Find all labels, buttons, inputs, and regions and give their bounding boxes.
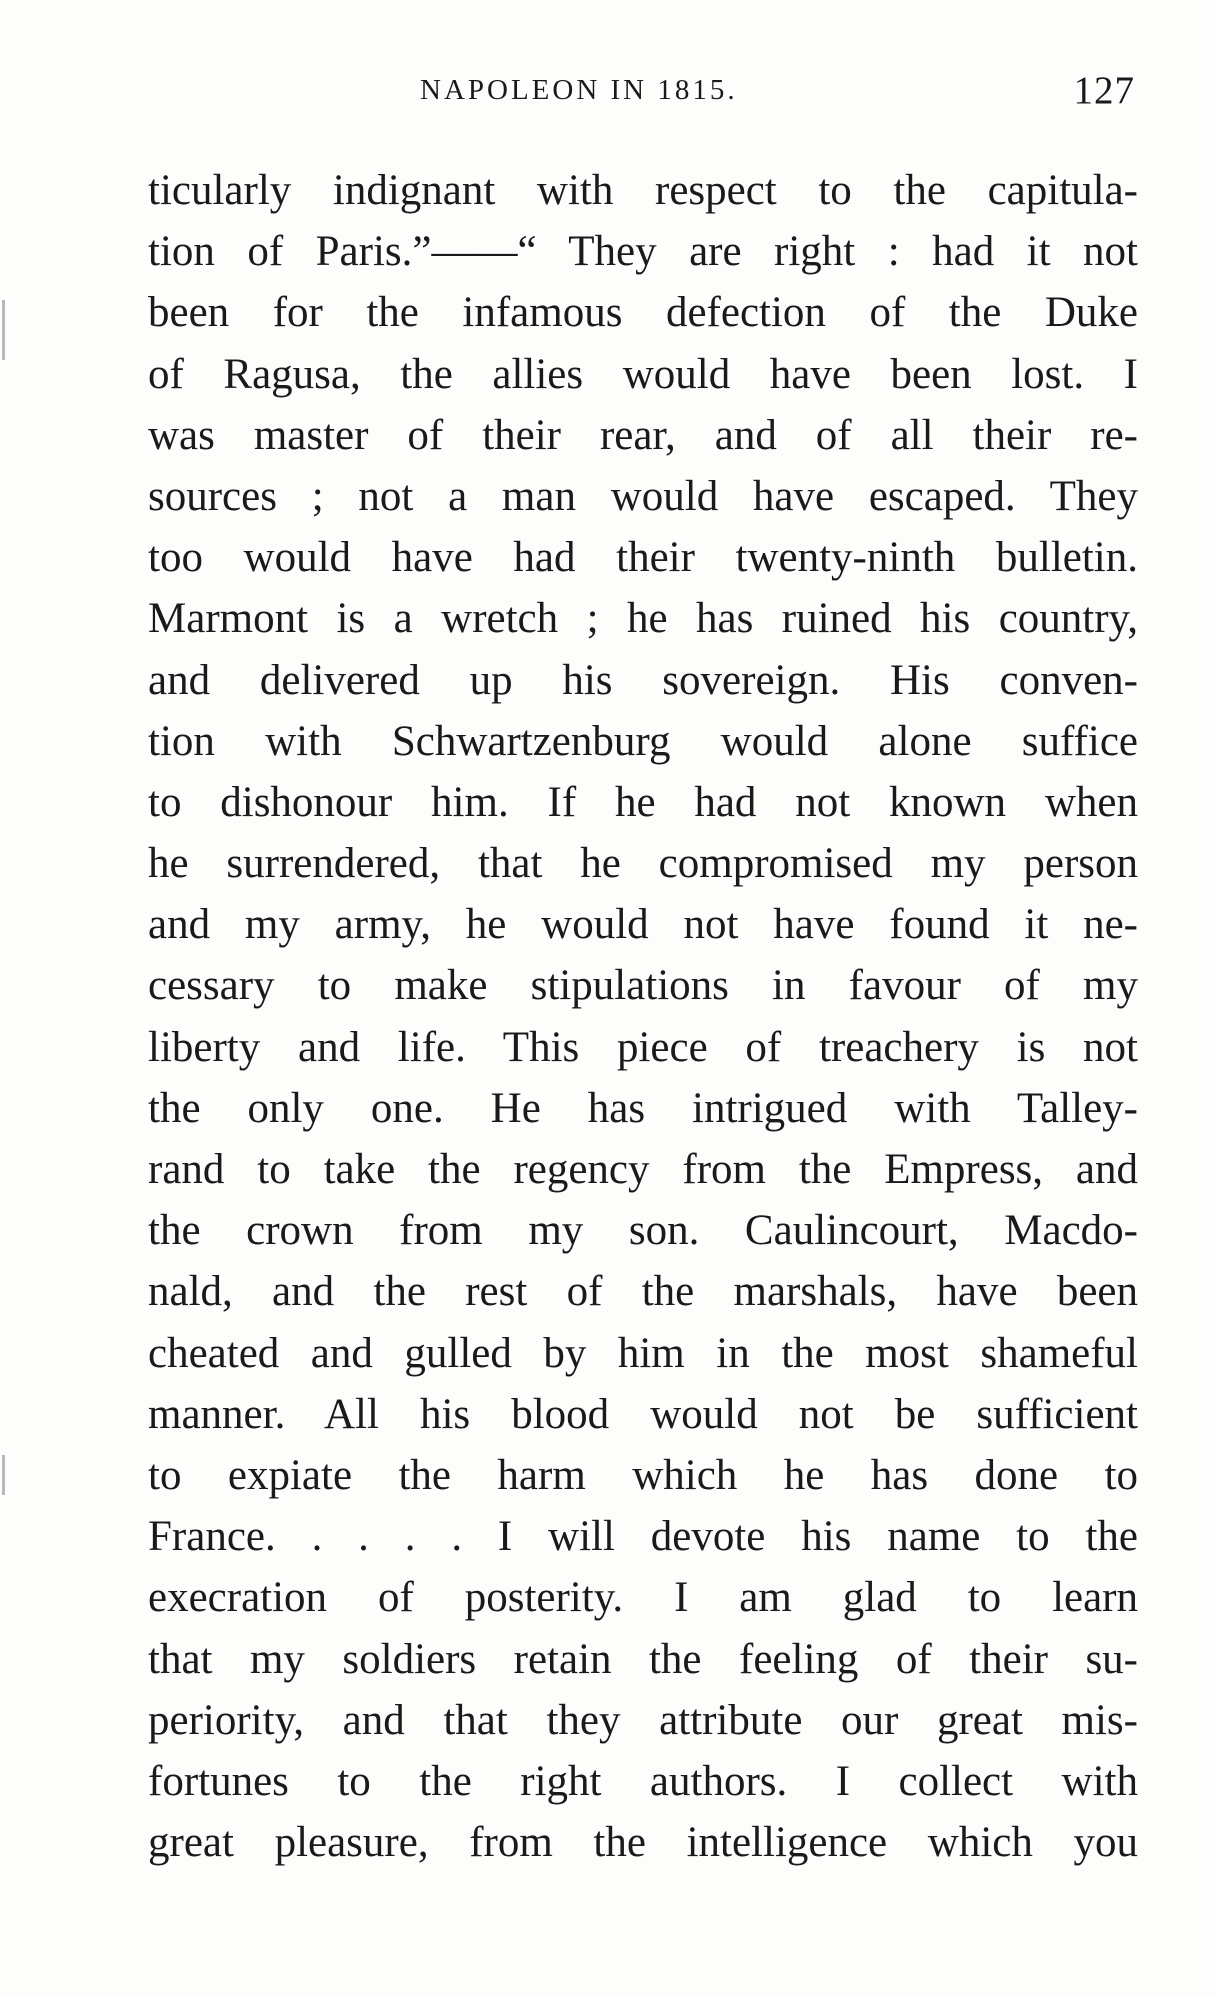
body-text — [148, 160, 1138, 1873]
text-line: periority, and that they attribute our great mis- — [148, 1696, 1138, 1744]
text-line: he surrendered, that he compromised my person — [148, 840, 1138, 888]
running-title: NAPOLEON IN 1815. — [420, 74, 738, 106]
text-line: Marmont is a wretch ; he has ruined his country, — [148, 595, 1138, 643]
text-line: rand to take the regency from the Empress, and — [148, 1146, 1138, 1193]
page-number: 127 — [1073, 69, 1135, 112]
text-line: was master of their rear, and of all their re- — [148, 411, 1138, 459]
text-line: cheated and gulled by him in the most shameful — [148, 1329, 1138, 1377]
text-line: execration of posterity. I am glad to learn — [148, 1574, 1138, 1622]
page-header — [150, 69, 1135, 114]
text-line: tion with Schwartzenburg would alone suffice — [148, 717, 1138, 765]
text-line: great pleasure, from the intelligence which you — [148, 1819, 1138, 1867]
text-line: sources ; not a man would have escaped. They — [148, 472, 1138, 520]
text-line: ticularly indignant with respect to the capitula- — [148, 167, 1138, 214]
text-line: tion of Paris.”——“ They are right : had it not — [148, 228, 1138, 276]
text-line: manner. All his blood would not be sufficient — [148, 1390, 1138, 1438]
text-line: of Ragusa, the allies would have been lost. I — [148, 350, 1138, 398]
text-line: fortunes to the right authors. I collect with — [148, 1757, 1138, 1805]
text-line: the only one. He has intrigued with Talley- — [148, 1084, 1138, 1132]
text-line: that my soldiers retain the feeling of their su- — [148, 1635, 1138, 1683]
text-line: cessary to make stipulations in favour of my — [148, 962, 1138, 1010]
text-line: to expiate the harm which he has done to — [148, 1451, 1138, 1499]
text-line: France. . . . . I will devote his name to the — [148, 1513, 1138, 1561]
text-line: and my army, he would not have found it ne- — [148, 901, 1138, 949]
text-line: nald, and the rest of the marshals, have been — [148, 1268, 1138, 1316]
page-edge-mark — [2, 1455, 5, 1495]
text-line: to dishonour him. If he had not known when — [148, 778, 1138, 826]
text-line: been for the infamous defection of the Duke — [148, 289, 1138, 337]
text-line: too would have had their twenty-ninth bulletin. — [148, 534, 1138, 582]
text-line: the crown from my son. Caulincourt, Macdo- — [148, 1207, 1138, 1255]
text-line: and delivered up his sovereign. His conven- — [148, 656, 1138, 704]
text-line: liberty and life. This piece of treachery is not — [148, 1023, 1138, 1071]
page-edge-mark — [2, 300, 5, 360]
